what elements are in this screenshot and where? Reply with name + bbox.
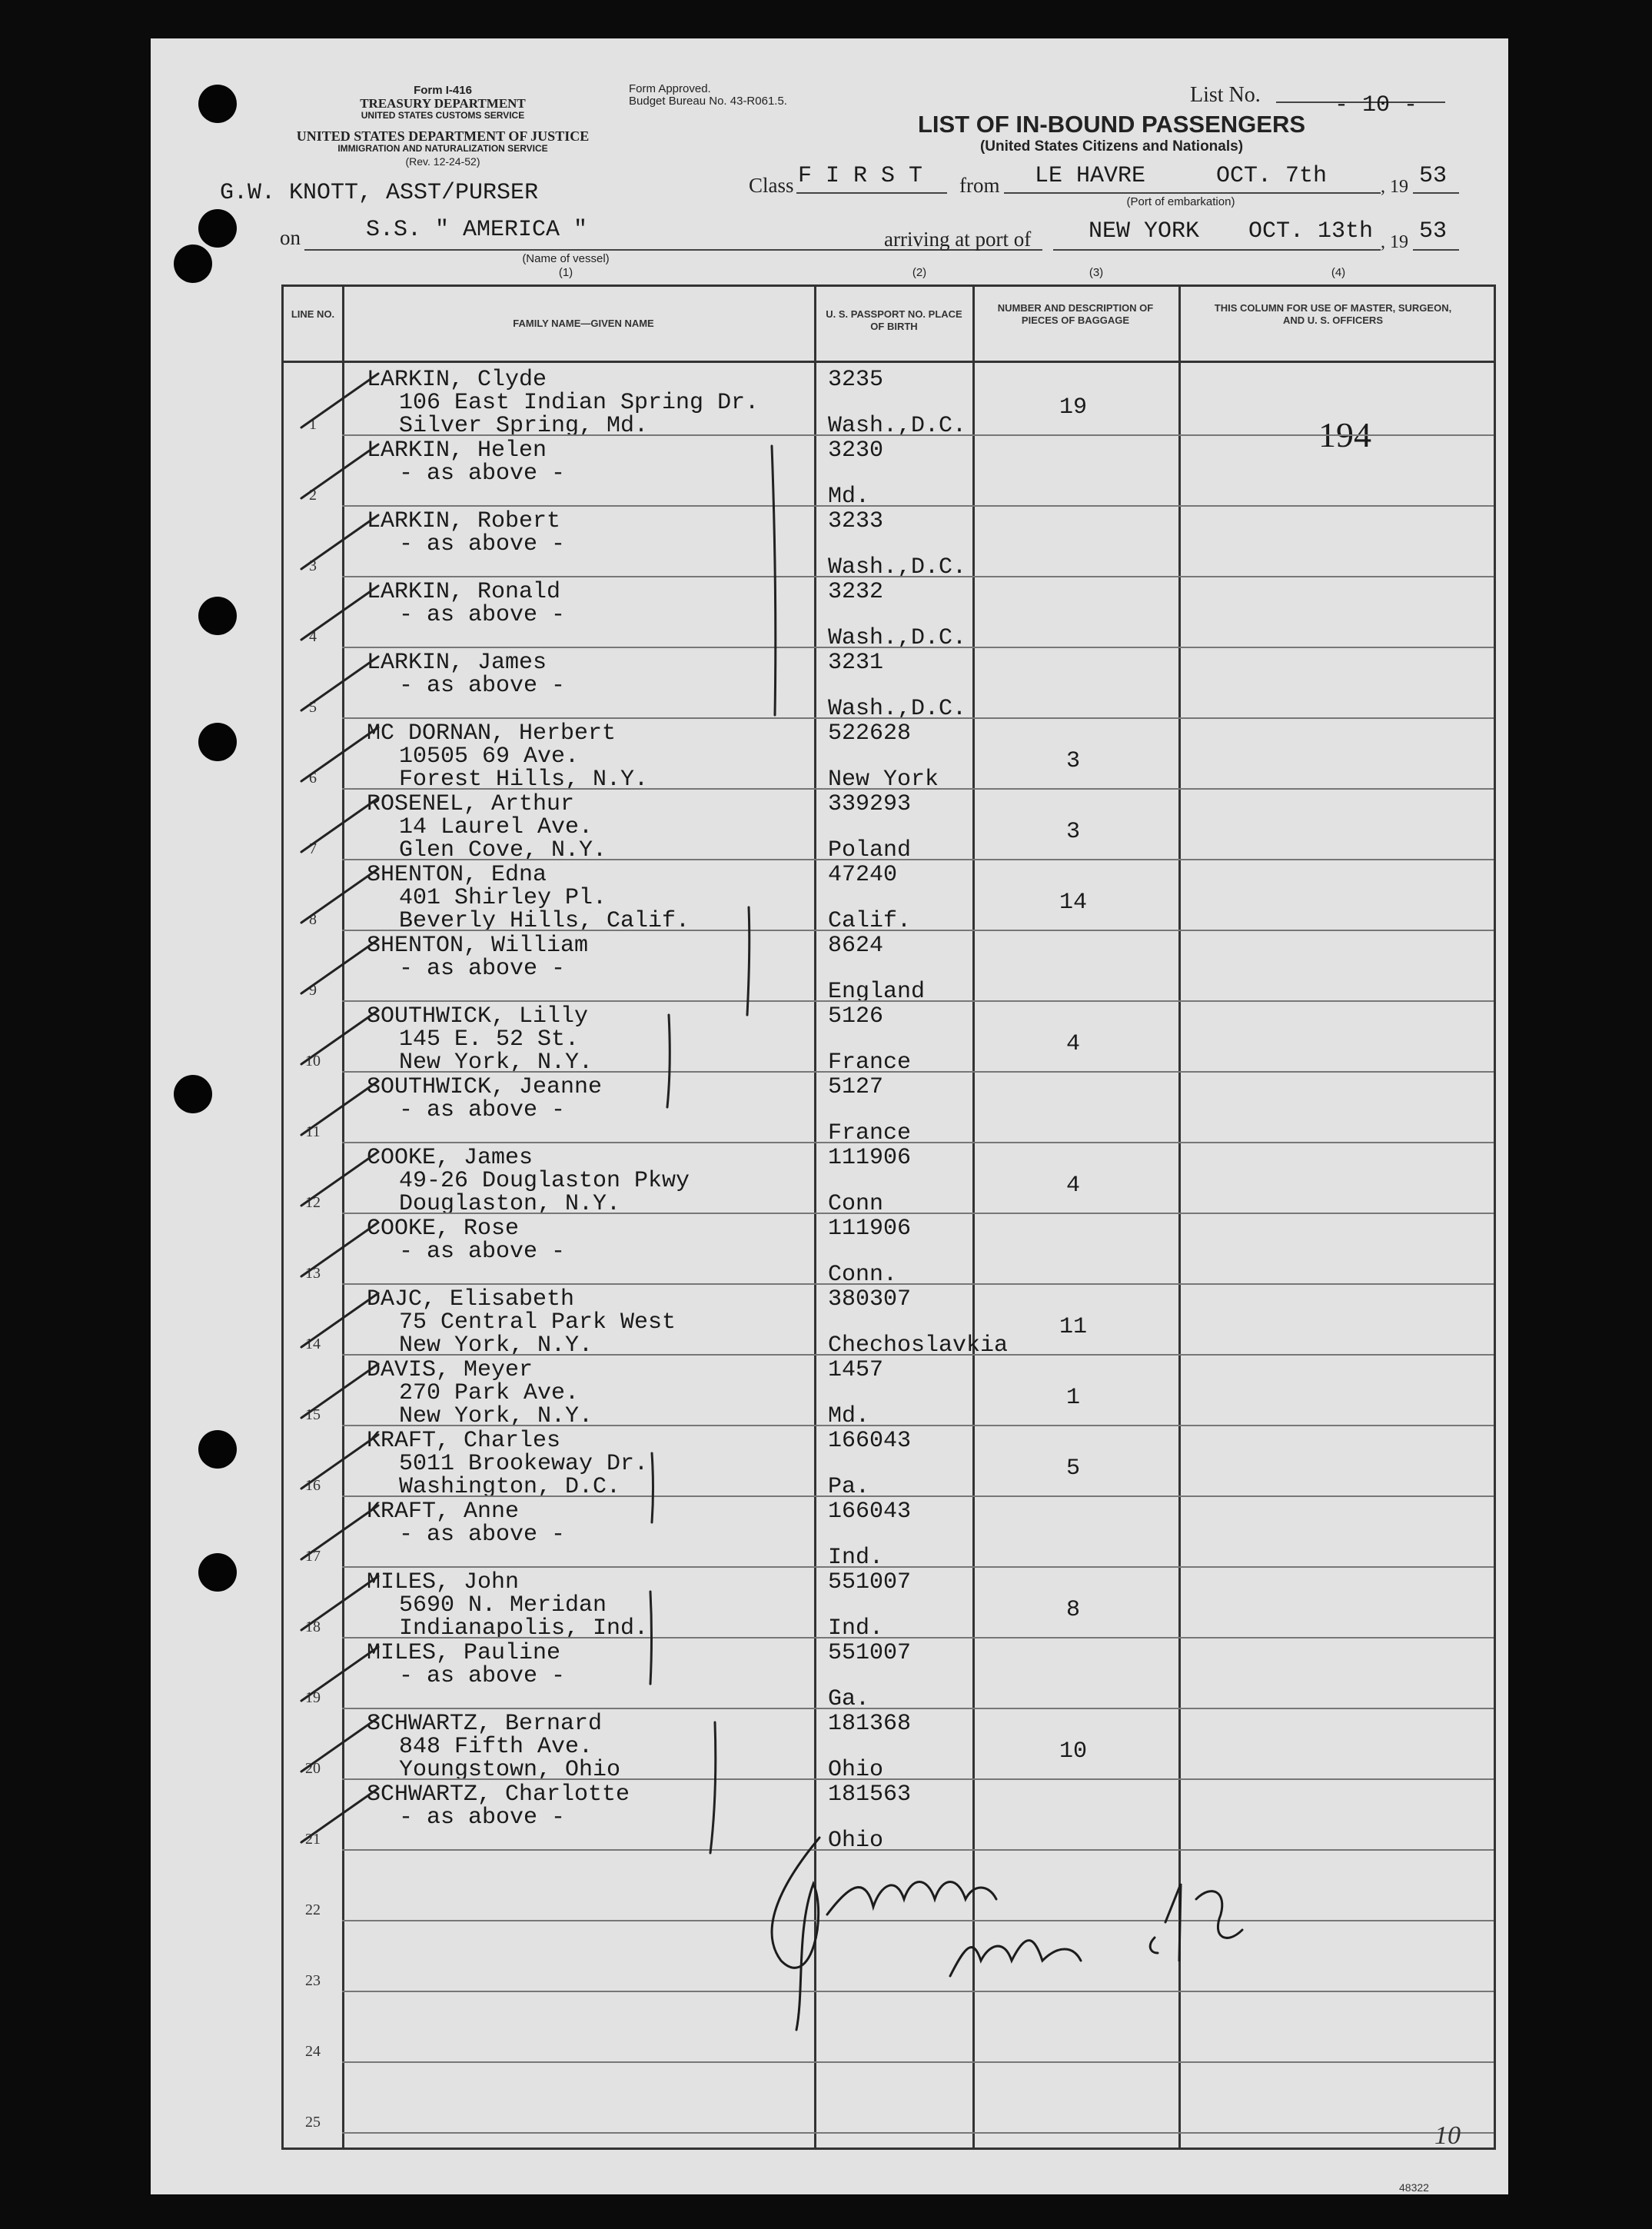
passenger-address: Silver Spring, Md. bbox=[399, 413, 649, 439]
class-value: F I R S T bbox=[798, 163, 923, 189]
line-number: 20 bbox=[305, 1760, 321, 1777]
place-of-birth: Wash.,D.C. bbox=[828, 625, 967, 651]
passport-number: 181368 bbox=[828, 1711, 912, 1737]
passenger-address: 106 East Indian Spring Dr. bbox=[399, 390, 760, 416]
passenger-address: Glen Cove, N.Y. bbox=[399, 837, 607, 863]
line-number: 4 bbox=[309, 628, 317, 645]
passenger-address: Douglaston, N.Y. bbox=[399, 1191, 621, 1217]
baggage-count: 8 bbox=[1065, 1597, 1080, 1623]
place-of-birth: Wash.,D.C. bbox=[828, 696, 967, 722]
passenger-address: 14 Laurel Ave. bbox=[399, 814, 593, 840]
manifest-subtitle: (United States Citizens and Nationals) bbox=[979, 138, 1244, 155]
line-number: 23 bbox=[305, 1972, 321, 1989]
budget-bureau: Budget Bureau No. 43-R061.5. bbox=[629, 95, 787, 108]
line-number: 17 bbox=[305, 1548, 321, 1565]
line-number: 1 bbox=[309, 416, 317, 433]
place-of-birth: Wash.,D.C. bbox=[828, 554, 967, 581]
passport-number: 339293 bbox=[828, 791, 912, 817]
passport-number: 3231 bbox=[828, 650, 884, 676]
passport-number: 111906 bbox=[828, 1145, 912, 1171]
line-number: 25 bbox=[305, 2114, 321, 2131]
passport-number: 3232 bbox=[828, 579, 884, 605]
passport-number: 181563 bbox=[828, 1782, 912, 1808]
baggage-count: 19 bbox=[1059, 394, 1087, 421]
check-mark bbox=[301, 1293, 378, 1347]
baggage-count: 11 bbox=[1059, 1314, 1087, 1340]
place-of-birth: Ga. bbox=[828, 1686, 870, 1712]
line-number: 13 bbox=[305, 1265, 321, 1282]
line-number: 7 bbox=[309, 840, 317, 857]
passenger-address: New York, N.Y. bbox=[399, 1050, 593, 1076]
binder-hole bbox=[174, 1075, 212, 1113]
vessel-note: (Name of vessel) bbox=[522, 252, 610, 265]
passport-number: 166043 bbox=[828, 1499, 912, 1525]
passenger-address: 848 Fifth Ave. bbox=[399, 1734, 593, 1760]
justice-dept: UNITED STATES DEPARTMENT OF JUSTICE bbox=[296, 128, 590, 144]
place-of-birth: Conn. bbox=[828, 1262, 898, 1288]
col-header-passport: U. S. PASSPORT NO. PLACE OF BIRTH bbox=[826, 308, 962, 333]
list-number: - 10 - bbox=[1335, 92, 1418, 118]
passenger-address: Forest Hills, N.Y. bbox=[399, 767, 649, 793]
passenger-name: LARKIN, Robert bbox=[367, 508, 561, 534]
pen-marks bbox=[151, 38, 1508, 2194]
line-number: 11 bbox=[305, 1123, 321, 1140]
passport-number: 3233 bbox=[828, 508, 884, 534]
col-header-name: FAMILY NAME—GIVEN NAME bbox=[513, 318, 654, 329]
check-mark bbox=[301, 940, 378, 993]
passenger-address: 10505 69 Ave. bbox=[399, 744, 580, 770]
passport-number: 166043 bbox=[828, 1428, 912, 1454]
passenger-address: 5690 N. Meridan bbox=[399, 1592, 607, 1619]
class-label: Class bbox=[749, 174, 794, 197]
passenger-address: 5011 Brookeway Dr. bbox=[399, 1451, 649, 1477]
passenger-address: - as above - bbox=[399, 956, 566, 982]
place-of-birth: Md. bbox=[828, 1403, 870, 1429]
passenger-name: DAJC, Elisabeth bbox=[367, 1286, 575, 1312]
check-mark bbox=[301, 1435, 378, 1489]
passenger-address: 270 Park Ave. bbox=[399, 1380, 580, 1406]
binder-hole bbox=[174, 245, 212, 283]
passport-number: 380307 bbox=[828, 1286, 912, 1312]
place-of-birth: Poland bbox=[828, 837, 912, 863]
col-num-2: (2) bbox=[912, 266, 927, 279]
binder-hole bbox=[198, 723, 237, 761]
place-of-birth: Pa. bbox=[828, 1474, 870, 1500]
on-label: on bbox=[280, 226, 301, 249]
passenger-address: - as above - bbox=[399, 1522, 566, 1548]
passenger-address: - as above - bbox=[399, 673, 566, 699]
passenger-name: SCHWARTZ, Charlotte bbox=[367, 1782, 630, 1808]
col-num-4: (4) bbox=[1331, 266, 1346, 279]
place-of-birth: England bbox=[828, 979, 926, 1005]
baggage-count: 4 bbox=[1065, 1173, 1080, 1199]
passenger-name: SHENTON, William bbox=[367, 933, 589, 959]
line-number: 14 bbox=[305, 1336, 321, 1352]
footer-code: 48322 bbox=[1399, 2181, 1429, 2194]
line-number: 18 bbox=[305, 1619, 321, 1635]
passenger-address: - as above - bbox=[399, 602, 566, 628]
line-number: 2 bbox=[309, 487, 317, 504]
check-mark bbox=[301, 798, 378, 852]
check-mark bbox=[301, 1010, 378, 1064]
place-of-birth: Ohio bbox=[828, 1828, 884, 1854]
form-revision: (Rev. 12-24-52) bbox=[405, 155, 480, 168]
place-of-birth: Wash.,D.C. bbox=[828, 413, 967, 439]
check-mark bbox=[301, 586, 378, 640]
passenger-name: ROSENEL, Arthur bbox=[367, 791, 575, 817]
passport-number: 551007 bbox=[828, 1640, 912, 1666]
passenger-address: - as above - bbox=[399, 1663, 566, 1689]
passport-number: 551007 bbox=[828, 1569, 912, 1595]
officer-count: 194 bbox=[1318, 415, 1371, 454]
check-mark bbox=[301, 657, 378, 710]
baggage-count: 3 bbox=[1065, 819, 1080, 845]
passenger-name: SHENTON, Edna bbox=[367, 862, 547, 888]
binder-hole bbox=[198, 597, 237, 635]
place-of-birth: Ohio bbox=[828, 1757, 884, 1783]
embark-date: OCT. 7th bbox=[1216, 163, 1328, 189]
line-number: 8 bbox=[309, 911, 317, 928]
check-mark bbox=[301, 515, 378, 569]
list-no-label: List No. bbox=[1190, 83, 1261, 107]
purser-name: G.W. KNOTT, ASST/PURSER bbox=[220, 180, 539, 206]
place-of-birth: Chechoslavkia bbox=[828, 1332, 1009, 1359]
col-num-3: (3) bbox=[1089, 266, 1104, 279]
passenger-address: - as above - bbox=[399, 531, 566, 557]
passenger-name: KRAFT, Anne bbox=[367, 1499, 520, 1525]
ins-service: IMMIGRATION AND NATURALIZATION SERVICE bbox=[337, 143, 548, 154]
passenger-address: - as above - bbox=[399, 1805, 566, 1831]
line-number: 24 bbox=[305, 2043, 321, 2060]
check-mark bbox=[301, 1081, 378, 1135]
baggage-count: 4 bbox=[1065, 1031, 1080, 1057]
passport-number: 522628 bbox=[828, 720, 912, 747]
baggage-count: 5 bbox=[1065, 1456, 1080, 1482]
passenger-name: LARKIN, Clyde bbox=[367, 367, 547, 393]
baggage-count: 14 bbox=[1059, 890, 1087, 916]
check-mark bbox=[301, 1788, 378, 1842]
line-number: 3 bbox=[309, 557, 317, 574]
passenger-address: Indianapolis, Ind. bbox=[399, 1615, 649, 1642]
check-mark bbox=[301, 374, 378, 428]
arriving-label: arriving at port of bbox=[884, 228, 1032, 251]
passenger-name: MC DORNAN, Herbert bbox=[367, 720, 617, 747]
manifest-title: LIST OF IN-BOUND PASSENGERS bbox=[917, 111, 1306, 138]
treasury-dept: TREASURY DEPARTMENT bbox=[360, 96, 526, 111]
check-mark bbox=[301, 1576, 378, 1630]
place-of-birth: Calif. bbox=[828, 908, 912, 934]
col-header-officers: THIS COLUMN FOR USE OF MASTER, SURGEON, AND U. S. OFFICERS bbox=[1214, 302, 1452, 327]
passport-number: 47240 bbox=[828, 862, 898, 888]
from-label: from bbox=[959, 174, 1000, 197]
customs-service: UNITED STATES CUSTOMS SERVICE bbox=[361, 110, 525, 121]
line-number: 10 bbox=[305, 1053, 321, 1070]
place-of-birth: Ind. bbox=[828, 1545, 884, 1571]
line-number: 5 bbox=[309, 699, 317, 716]
passenger-address: Beverly Hills, Calif. bbox=[399, 908, 690, 934]
passenger-name: KRAFT, Charles bbox=[367, 1428, 561, 1454]
check-mark bbox=[301, 1152, 378, 1206]
passenger-name: SCHWARTZ, Bernard bbox=[367, 1711, 603, 1737]
binder-hole bbox=[198, 1430, 237, 1469]
arrive-port: NEW YORK bbox=[1089, 218, 1200, 245]
passenger-address: 75 Central Park West bbox=[399, 1309, 676, 1336]
line-number: 9 bbox=[309, 982, 317, 999]
passenger-address: 401 Shirley Pl. bbox=[399, 885, 607, 911]
passenger-address: - as above - bbox=[399, 1239, 566, 1265]
col-num-1: (1) bbox=[558, 266, 573, 279]
arrive-year-prefix: , 19 bbox=[1381, 232, 1408, 252]
arrive-date: OCT. 13th bbox=[1248, 218, 1374, 245]
line-number: 16 bbox=[305, 1477, 321, 1494]
embark-port: LE HAVRE bbox=[1035, 163, 1146, 189]
passenger-name: LARKIN, James bbox=[367, 650, 547, 676]
place-of-birth: Ind. bbox=[828, 1615, 884, 1642]
line-number: 15 bbox=[305, 1406, 321, 1423]
line-number: 19 bbox=[305, 1689, 321, 1706]
check-marks bbox=[301, 374, 378, 1842]
baggage-count: 1 bbox=[1065, 1385, 1080, 1411]
passenger-name: LARKIN, Ronald bbox=[367, 579, 561, 605]
place-of-birth: Md. bbox=[828, 484, 870, 510]
passenger-name: COOKE, Rose bbox=[367, 1216, 520, 1242]
passenger-address: - as above - bbox=[399, 1097, 566, 1123]
passport-number: 3230 bbox=[828, 437, 884, 464]
check-mark bbox=[301, 869, 378, 923]
passenger-address: New York, N.Y. bbox=[399, 1403, 593, 1429]
form-number: Form I-416 bbox=[414, 84, 472, 97]
place-of-birth: France bbox=[828, 1120, 912, 1146]
passport-number: 5126 bbox=[828, 1003, 884, 1030]
form-approved: Form Approved. bbox=[629, 82, 711, 95]
passenger-address: Washington, D.C. bbox=[399, 1474, 621, 1500]
embark-year-prefix: , 19 bbox=[1381, 177, 1408, 197]
passenger-address: 145 E. 52 St. bbox=[399, 1026, 580, 1053]
brackets bbox=[650, 446, 776, 1853]
passenger-name: COOKE, James bbox=[367, 1145, 533, 1171]
passenger-name: DAVIS, Meyer bbox=[367, 1357, 533, 1383]
col-header-baggage: NUMBER AND DESCRIPTION OF PIECES OF BAGGAGE bbox=[997, 302, 1154, 327]
arrive-year: 53 bbox=[1419, 218, 1448, 245]
check-mark bbox=[301, 1647, 378, 1701]
line-number: 6 bbox=[309, 770, 317, 787]
corner-note: 10 bbox=[1434, 2121, 1461, 2150]
place-of-birth: New York bbox=[828, 767, 939, 793]
passport-number: 5127 bbox=[828, 1074, 884, 1100]
passenger-name: MILES, John bbox=[367, 1569, 520, 1595]
check-mark bbox=[301, 1223, 378, 1276]
passenger-name: MILES, Pauline bbox=[367, 1640, 561, 1666]
check-mark bbox=[301, 444, 378, 498]
inspector-signature bbox=[772, 1838, 1242, 2030]
passenger-name: LARKIN, Helen bbox=[367, 437, 547, 464]
check-mark bbox=[301, 1505, 378, 1559]
line-number: 22 bbox=[305, 1901, 321, 1918]
col-header-line: LINE NO. bbox=[291, 308, 335, 320]
passport-number: 3235 bbox=[828, 367, 884, 393]
place-of-birth: Conn bbox=[828, 1191, 884, 1217]
passenger-address: Youngstown, Ohio bbox=[399, 1757, 621, 1783]
check-mark bbox=[301, 727, 378, 781]
binder-hole bbox=[198, 1553, 237, 1592]
binder-hole bbox=[198, 85, 237, 123]
passenger-name: SOUTHWICK, Jeanne bbox=[367, 1074, 603, 1100]
baggage-count: 10 bbox=[1059, 1738, 1087, 1765]
passenger-address: New York, N.Y. bbox=[399, 1332, 593, 1359]
manifest-page bbox=[151, 38, 1508, 2194]
port-embark-note: (Port of embarkation) bbox=[1126, 195, 1235, 208]
embark-year: 53 bbox=[1419, 163, 1448, 189]
binder-hole bbox=[198, 209, 237, 248]
passenger-name: SOUTHWICK, Lilly bbox=[367, 1003, 589, 1030]
passport-number: 111906 bbox=[828, 1216, 912, 1242]
line-number: 12 bbox=[305, 1194, 321, 1211]
passenger-address: 49-26 Douglaston Pkwy bbox=[399, 1168, 690, 1194]
place-of-birth: France bbox=[828, 1050, 912, 1076]
check-mark bbox=[301, 1364, 378, 1418]
passenger-address: - as above - bbox=[399, 461, 566, 487]
passport-number: 1457 bbox=[828, 1357, 884, 1383]
passport-number: 8624 bbox=[828, 933, 884, 959]
check-mark bbox=[301, 1718, 378, 1772]
line-number: 21 bbox=[305, 1831, 321, 1848]
vessel-name: S.S. " AMERICA " bbox=[366, 217, 588, 243]
baggage-count: 3 bbox=[1065, 748, 1080, 774]
